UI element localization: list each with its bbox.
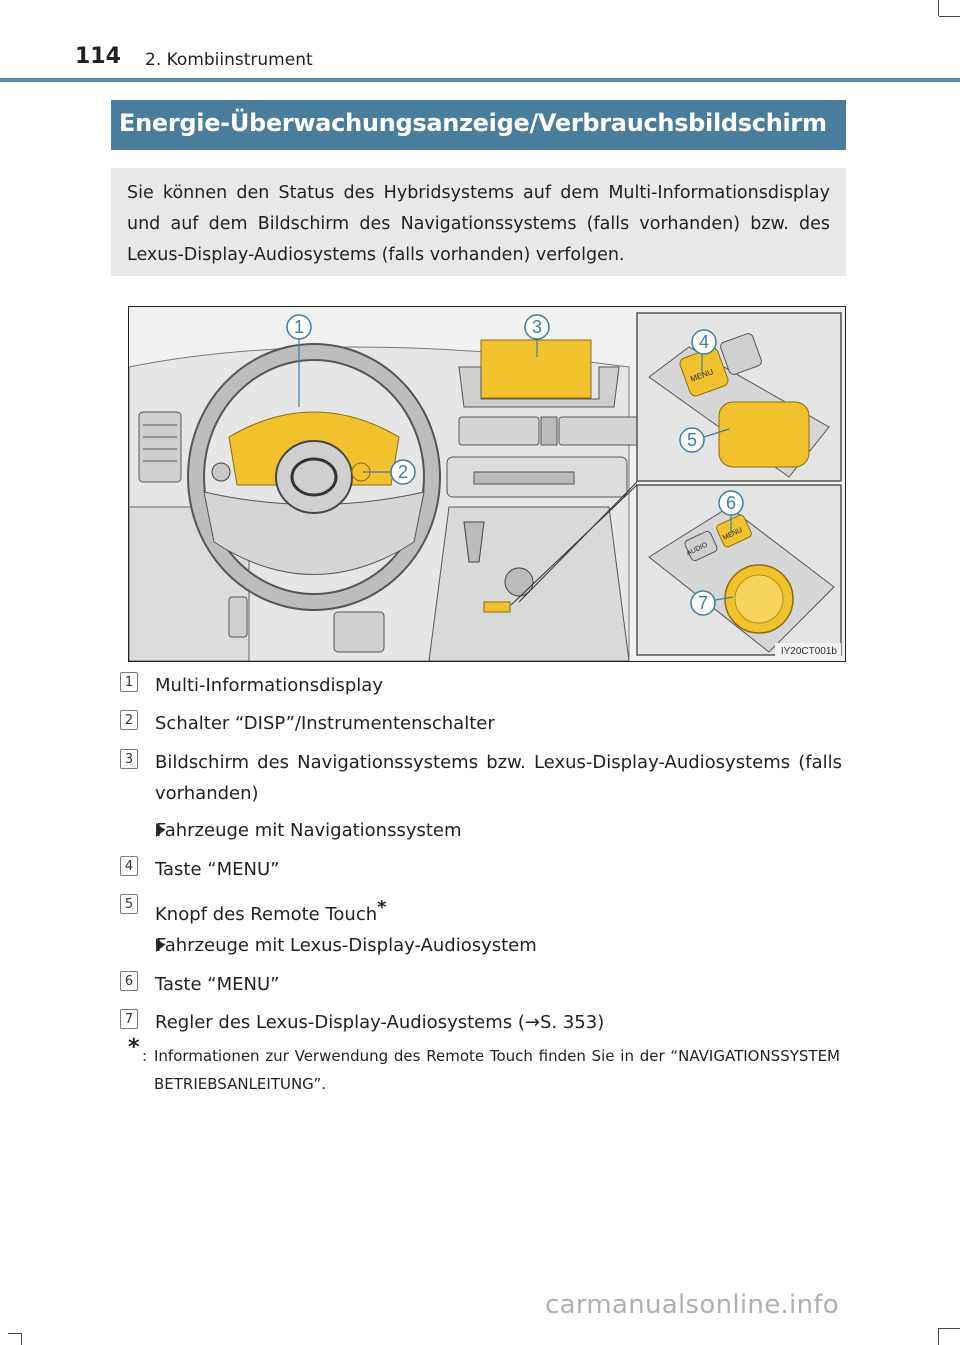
crop-mark bbox=[8, 1333, 22, 1334]
intro-box bbox=[111, 168, 846, 276]
inset-remote-touch bbox=[637, 313, 841, 481]
legend-text: Schalter “DISP”/Instrumentenschalter bbox=[155, 713, 495, 734]
footnote-marker: * bbox=[128, 1035, 140, 1060]
legend-number: 5 bbox=[120, 894, 138, 914]
legend-number: 3 bbox=[120, 749, 138, 769]
variant-audio-text: Fahrzeuge mit Lexus-Display-Audiosystem bbox=[156, 935, 537, 956]
footnote-text: Informationen zur Verwendung des Remote Touch finden Sie in der “NAVIGATIONSSYSTEM BETRIEBSANLEITUNG”. bbox=[154, 1047, 840, 1093]
dashboard-illustration bbox=[128, 306, 846, 662]
crop-mark bbox=[938, 1328, 939, 1345]
dashboard-svg bbox=[129, 307, 845, 661]
crop-mark bbox=[939, 1328, 960, 1329]
callout-1: 1 bbox=[293, 317, 305, 337]
callout-2: 2 bbox=[397, 462, 409, 482]
legend-number: 6 bbox=[120, 971, 138, 991]
legend-text-main: Knopf des Remote Touch bbox=[155, 904, 378, 925]
page-header bbox=[0, 0, 960, 84]
page-number: 114 bbox=[75, 44, 121, 69]
crop-mark bbox=[21, 1333, 22, 1345]
menu-label-nav: MENU bbox=[689, 367, 715, 384]
audio-panel bbox=[447, 457, 627, 497]
watermark: carmanualsonline.info bbox=[545, 1290, 840, 1320]
legend-number: 4 bbox=[120, 856, 138, 876]
left-vent bbox=[139, 412, 181, 482]
figure-code: IY20CT001b bbox=[780, 646, 837, 657]
legend-number: 1 bbox=[120, 672, 138, 692]
menu-label-audio: MENU bbox=[721, 526, 744, 542]
console-touch-highlight bbox=[484, 602, 510, 612]
callout-5: 5 bbox=[686, 430, 698, 450]
callout-3: 3 bbox=[531, 317, 543, 337]
section-title-bar bbox=[111, 100, 846, 150]
variant-nav-text: Fahrzeuge mit Navigationssystem bbox=[156, 820, 462, 841]
navigation-screen bbox=[481, 340, 591, 398]
audio-label: AUDIO bbox=[685, 541, 709, 558]
remote-touch-knob bbox=[719, 402, 809, 467]
legend-text: Taste “MENU” bbox=[155, 974, 280, 995]
section-title: Energie-Überwachungsanzeige/Verbrauchsbildschirm bbox=[119, 109, 827, 137]
asterisk-marker: * bbox=[377, 897, 387, 918]
callout-7: 7 bbox=[697, 593, 709, 613]
legend-number: 7 bbox=[120, 1009, 138, 1029]
header-rule bbox=[0, 78, 960, 82]
callout-4: 4 bbox=[698, 332, 710, 352]
callout-6: 6 bbox=[725, 493, 737, 513]
center-vents bbox=[459, 417, 639, 445]
legend-text: Multi-Informationsdisplay bbox=[155, 675, 383, 696]
intro-text: Sie können den Status des Hybridsystems auf dem Multi-Informationsdisplay und auf dem Bildschirm des Navigationssystems (falls vorhanden) bzw. des Lexus-Display-Audiosystems (falls vorhanden) verfolgen. bbox=[127, 183, 830, 265]
legend-text: Bildschirm des Navigationssystems bzw. Lexus-Display-Audiosystems (falls vorhanden) bbox=[155, 752, 842, 804]
legend-text: Taste “MENU” bbox=[155, 859, 280, 880]
legend-text bbox=[155, 892, 842, 930]
legend-number: 2 bbox=[120, 710, 138, 730]
footnote-colon: : bbox=[142, 1047, 148, 1065]
legend-text: Regler des Lexus-Display-Audiosystems (→S. 353) bbox=[155, 1012, 605, 1033]
chapter-title: 2. Kombiinstrument bbox=[145, 50, 313, 70]
